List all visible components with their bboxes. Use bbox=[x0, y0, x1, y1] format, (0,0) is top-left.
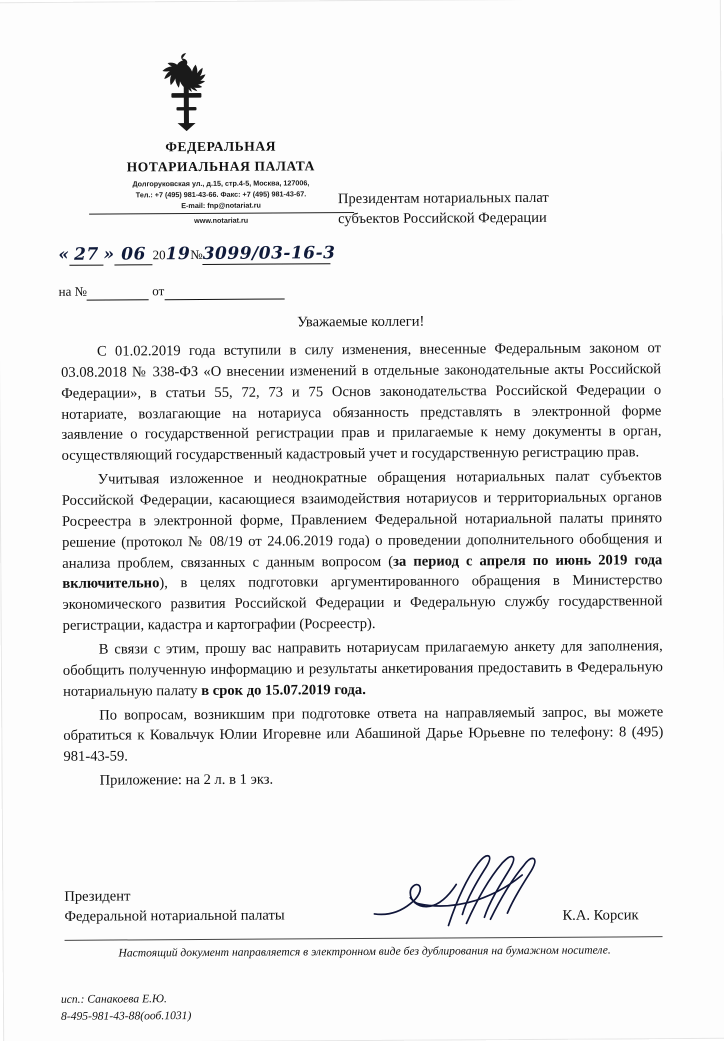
reference-row bbox=[59, 282, 285, 300]
signer-role bbox=[64, 885, 285, 927]
paragraph-4: По вопросам, возникшим при подготовке ответа на направляемый запрос, вы можете обратиться к Ковальчук Юлии Игоревне или Абашиной Дарье Юрьевне по телефону: 8 (495) 981-43-59. bbox=[63, 703, 664, 766]
org-name-line-1: ФЕДЕРАЛЬНАЯ bbox=[165, 138, 277, 155]
letter-body bbox=[61, 338, 664, 795]
salutation: Уважаемые коллеги! bbox=[297, 313, 425, 331]
coat-of-arms-icon bbox=[147, 49, 225, 131]
org-name-line-2: НОТАРИАЛЬНАЯ ПАЛАТА bbox=[126, 157, 316, 174]
date-quote-open: « bbox=[58, 244, 70, 265]
paragraph-3: В связи с этим, прошу вас направить нотариусам прилагаемую анкету для заполнения, обобщить полученную информацию и результаты анкетирования предоставить в Федеральную нотариальную палату в срок до 15.07.2019 года. bbox=[62, 638, 663, 700]
organization-name bbox=[101, 136, 341, 177]
signer-role-line-1: Президент bbox=[64, 888, 131, 905]
date-quote-close: » bbox=[103, 244, 115, 265]
electronic-notice: Настоящий документ направляется в электронном виде без дублирования на бумажном носителе. bbox=[118, 943, 611, 960]
executor-phone: 8-495-981-43-88(ооб.1031) bbox=[60, 1008, 192, 1023]
executor-name: исп.: Санакоева Е.Ю. bbox=[60, 992, 167, 1006]
date-year-prefix: 20 bbox=[152, 247, 166, 263]
paragraph-5-attachment: Приложение: на 2 л. в 1 экз. bbox=[99, 771, 274, 789]
addressee-line-2: субъектов Российской Федерации bbox=[338, 209, 547, 227]
contacts-address: Долгоруковская ул., д.15, стр.4-5, Москва, 127006, bbox=[132, 178, 310, 189]
number-value: 3099/03-16-3 bbox=[202, 243, 336, 264]
paragraph-1: С 01.02.2019 года вступили в силу изменения, внесенные Федеральным законом от 03.08.2018 № 338-ФЗ «О внесении изменений в отдельные законодательные акты Российской Федерации», в статьи 55, 72, 73 и 75 Основ законодательства Российской Федерации о нотариате, возлагающие на нотариуса обязанность представлять в электронной форме заявление о государственной регистрации прав и прилагаемые к нему документы в орган, осуществляющий государственный кадастровый учет и государственную регистрацию прав. bbox=[61, 340, 662, 465]
notice-divider bbox=[65, 936, 663, 941]
ref-date-label: от bbox=[152, 283, 165, 299]
date-day-value: 27 bbox=[69, 245, 103, 266]
executor-block bbox=[61, 991, 191, 1025]
date-year-value: 19 bbox=[165, 244, 191, 265]
ref-number-label: на № bbox=[58, 283, 88, 299]
organization-contacts bbox=[76, 178, 366, 228]
handwritten-signature bbox=[370, 841, 571, 938]
date-and-number-block bbox=[58, 243, 358, 269]
number-label: № bbox=[190, 246, 203, 263]
contacts-website: www.notariat.ru bbox=[194, 216, 249, 226]
signer-name: К.А. Корсик bbox=[562, 907, 639, 924]
contacts-email: E-mail: fnp@notariat.ru bbox=[181, 200, 261, 210]
signer-role-line-2: Федеральной нотариальной палаты bbox=[64, 907, 285, 926]
paragraph-2: Учитывая изложенное и неоднократные обращения нотариальных палат субъектов Российской Федерации, касающиеся взаимодействия нотариусов и территориальных органов Росреестра в электронной форме, Правлением Федеральной нотариальной палаты принято решение (протокол № 08/19 от 24.06.2019 года) о проведении дополнительного обобщения и анализа проблем, связанных с данным вопросом (за период с апреля по июнь 2019 года включительно), в целях подготовки аргументированного обращения в Министерство экономического развития Российской Федерации и Федеральную службу государственной регистрации, кадастра и картографии (Росреестр). bbox=[61, 468, 663, 635]
contacts-divider bbox=[89, 212, 354, 215]
addressee-line-1: Президентам нотариальных палат bbox=[337, 189, 549, 208]
contacts-phones: Тел.: +7 (495) 981-43-66. Факс: +7 (495) 981-43-67. bbox=[135, 189, 307, 200]
date-month-value: 06 bbox=[115, 244, 153, 265]
addressee-block bbox=[338, 188, 638, 229]
